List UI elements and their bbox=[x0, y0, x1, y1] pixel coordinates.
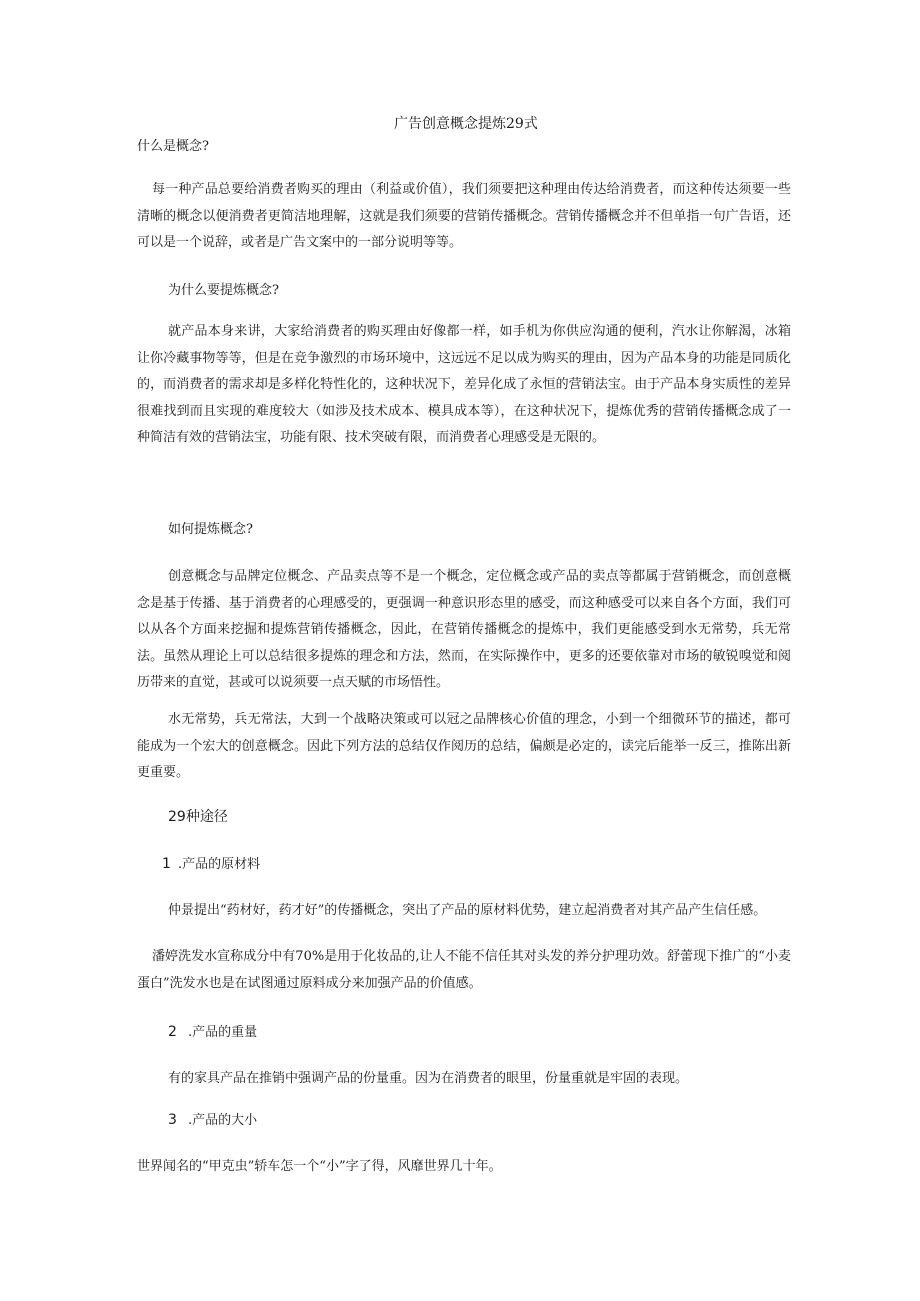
item-1-label: .产品的原材料 bbox=[178, 857, 261, 872]
item-3-label: .产品的大小 bbox=[188, 1113, 258, 1128]
section-heading-how: 如何提炼概念? bbox=[168, 522, 253, 537]
item-1-paragraph-1: 仲景提出“药材好，药才好”的传播概念，突出了产品的原材料优势，建立起消费者对其产品产生信任感。 bbox=[168, 903, 767, 918]
item-3-number: 3 bbox=[168, 1112, 177, 1128]
how-paragraph-2: 水无常势，兵无常法，大到一个战略决策或可以冠之品牌核心价值的理念，小到一个细微环节的描述，都可能成为一个宏大的创意概念。因此下列方法的总结仅作阅历的总结，偏颇是必定的，读完后能举一反三，推陈出新更重要。 bbox=[137, 712, 791, 780]
section-heading-what: 什么是概念? bbox=[137, 139, 209, 154]
item-3-paragraph: 世界闻名的“甲克虫”轿车怎一个“小”字了得，风靡世界几十年。 bbox=[137, 1159, 502, 1174]
item-2-number: 2 bbox=[168, 1024, 177, 1040]
item-2-paragraph: 有的家具产品在推销中强调产品的份量重。因为在消费者的眼里，份量重就是牢固的表现。 bbox=[168, 1071, 689, 1086]
ways-heading: 29种途径 bbox=[168, 809, 228, 825]
item-1-paragraph-2: 潘婷洗发水宣称成分中有70%是用于化妆品的,让人不能不信任其对头发的养分护理功效。舒蕾现下推广的“小麦蛋白”洗发水也是在试图通过原料成分来加强产品的价值感。 bbox=[137, 949, 791, 991]
section-heading-why: 为什么要提炼概念? bbox=[168, 283, 279, 298]
item-2-label: .产品的重量 bbox=[188, 1025, 258, 1040]
doc-title: 广告创意概念提炼29式 bbox=[394, 116, 538, 132]
intro-paragraph: 每一种产品总要给消费者购买的理由（利益或价值），我们须要把这种理由传达给消费者，而这种传达须要一些清晰的概念以便消费者更简洁地理解，这就是我们须要的营销传播概念。营销传播概念并不但单指一句广告语，还可以是一个说辞，或者是广告文案中的一部分说明等等。 bbox=[137, 182, 791, 250]
why-paragraph: 就产品本身来讲，大家给消费者的购买理由好像都一样，如手机为你供应沟通的便利，汽水让你解渴，冰箱让你冷藏事物等等，但是在竞争激烈的市场环境中，这远远不足以成为购买的理由，因为产品本身的功能是同质化的，而消费者的需求却是多样化特性化的，这种状况下，差异化成了永恒的营销法宝。由于产品本身实质性的差异很难找到而且实现的难度较大（如涉及技术成本、模具成本等），在这种状况下，提炼优秀的营销传播概念成了一种简洁有效的营销法宝，功能有限、技术突破有限，而消费者心理感受是无限的。 bbox=[137, 324, 791, 445]
item-1-number: 1 bbox=[162, 856, 171, 872]
how-paragraph-1: 创意概念与品牌定位概念、产品卖点等不是一个概念，定位概念或产品的卖点等都属于营销概念，而创意概念是基于传播、基于消费者的心理感受的，更强调一种意识形态里的感受，而这种感受可以来自各个方面，我们可以从各个方面来挖掘和提炼营销传播概念，因此，在营销传播概念的提炼中，我们更能感受到水无常势，兵无常法。虽然从理论上可以总结很多提炼的理念和方法，然而，在实际操作中，更多的还要依靠对市场的敏锐嗅觉和阅历带来的直觉，甚或可以说须要一点天赋的市场悟性。 bbox=[137, 569, 791, 690]
